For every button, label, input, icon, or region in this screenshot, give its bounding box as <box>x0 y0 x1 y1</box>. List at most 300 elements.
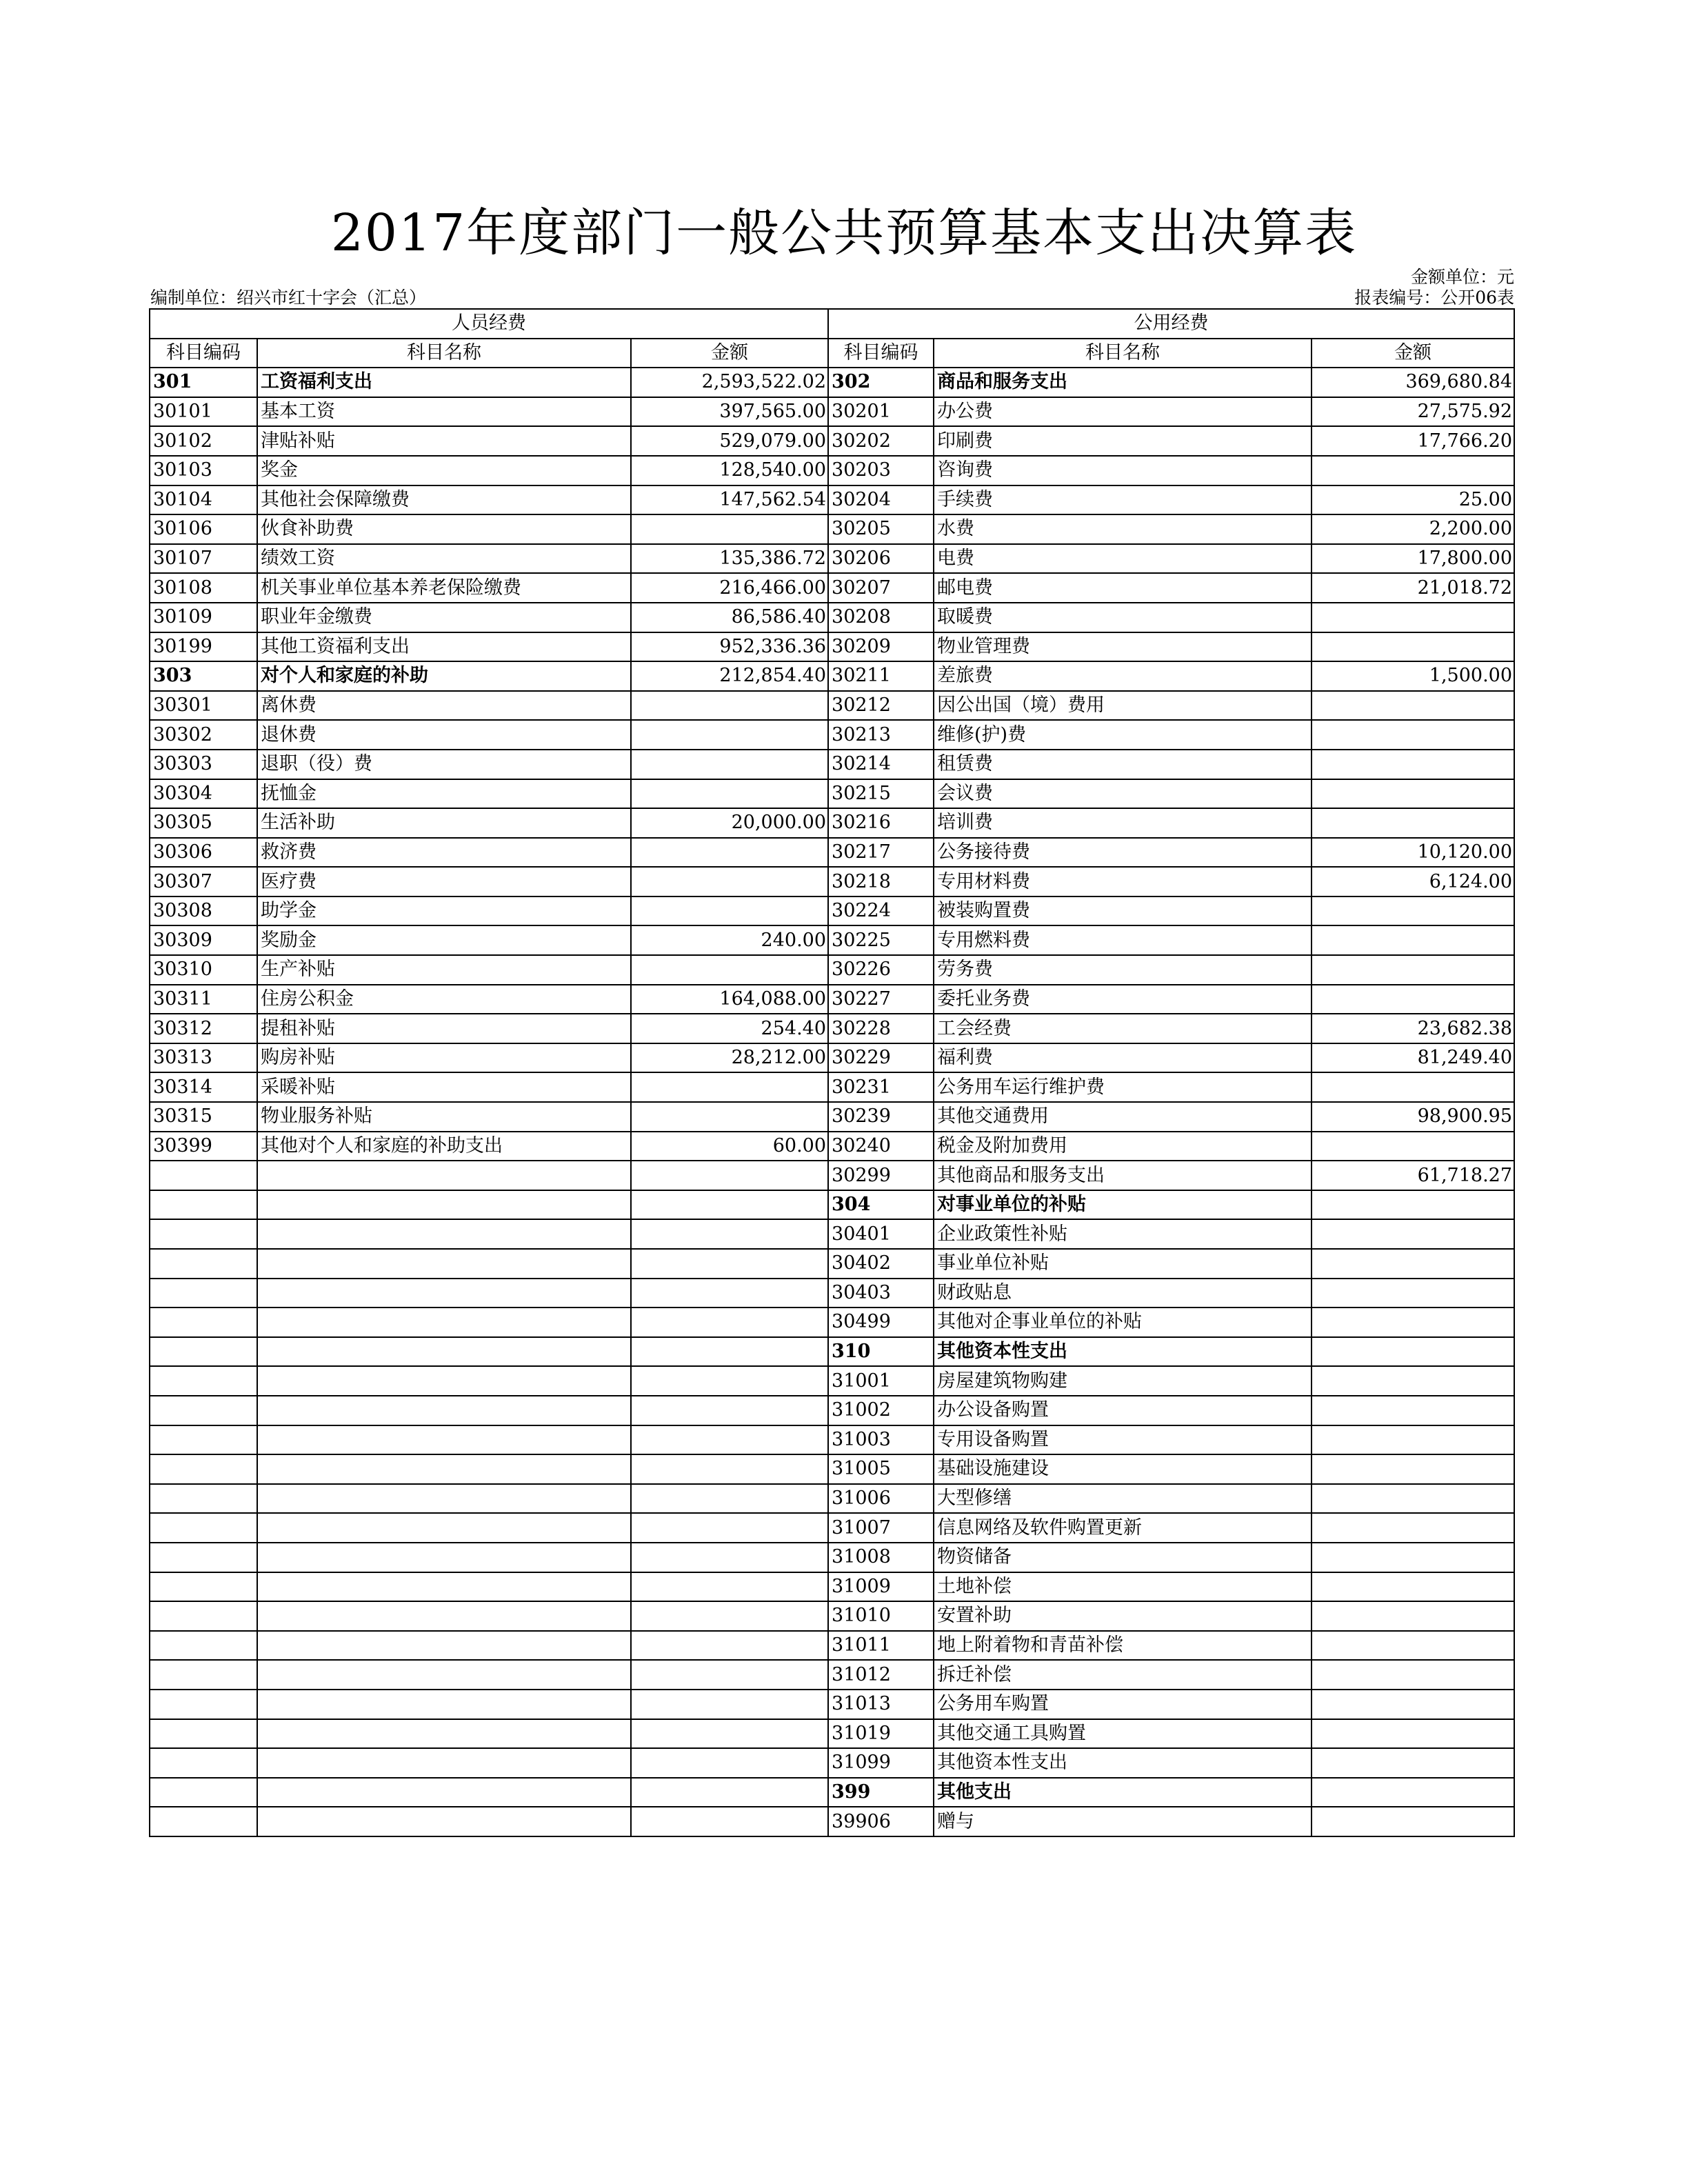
item-name: 电费 <box>934 544 1312 574</box>
item-code <box>150 1807 257 1836</box>
item-name <box>257 1219 631 1249</box>
item-amount: 147,562.54 <box>631 485 828 515</box>
item-name: 其他交通工具购置 <box>934 1719 1312 1749</box>
table-row <box>150 867 1514 896</box>
table-row <box>150 720 1514 750</box>
item-amount <box>1312 1454 1514 1484</box>
item-amount: 369,680.84 <box>1312 368 1514 397</box>
table-row <box>150 1308 1514 1337</box>
item-code <box>150 1719 257 1749</box>
table-row <box>150 1279 1514 1308</box>
item-code: 30106 <box>150 514 257 544</box>
item-amount <box>631 1161 828 1190</box>
table-row <box>150 925 1514 955</box>
item-amount <box>1312 1748 1514 1778</box>
item-amount <box>1312 1072 1514 1102</box>
item-name: 财政贴息 <box>934 1279 1312 1308</box>
table-row <box>150 1543 1514 1572</box>
item-name <box>257 1190 631 1220</box>
item-code: 31008 <box>828 1543 934 1572</box>
item-code: 30212 <box>828 691 934 721</box>
item-amount <box>1312 1513 1514 1543</box>
item-name <box>257 1719 631 1749</box>
item-code <box>150 1778 257 1807</box>
item-amount <box>631 1219 828 1249</box>
item-amount <box>1312 1366 1514 1396</box>
item-amount <box>1312 456 1514 485</box>
item-code <box>150 1337 257 1367</box>
table-row <box>150 1366 1514 1396</box>
item-amount: 98,900.95 <box>1312 1102 1514 1132</box>
item-amount: 25.00 <box>1312 485 1514 515</box>
item-name: 对个人和家庭的补助 <box>257 661 631 691</box>
item-amount: 20,000.00 <box>631 808 828 838</box>
item-amount: 128,540.00 <box>631 456 828 485</box>
item-code <box>150 1396 257 1425</box>
item-name: 邮电费 <box>934 573 1312 603</box>
item-amount: 17,766.20 <box>1312 426 1514 456</box>
item-name: 水费 <box>934 514 1312 544</box>
item-code: 30231 <box>828 1072 934 1102</box>
item-code: 30312 <box>150 1014 257 1043</box>
table-row <box>150 1719 1514 1749</box>
item-amount <box>631 867 828 896</box>
item-code: 31007 <box>828 1513 934 1543</box>
table-row <box>150 1190 1514 1220</box>
item-name: 其他对个人和家庭的补助支出 <box>257 1132 631 1161</box>
item-amount <box>631 1190 828 1220</box>
item-name: 差旅费 <box>934 661 1312 691</box>
item-code <box>150 1572 257 1602</box>
item-amount <box>631 1748 828 1778</box>
item-amount <box>631 720 828 750</box>
item-amount <box>1312 1190 1514 1220</box>
item-code: 30199 <box>150 632 257 662</box>
item-name: 大型修缮 <box>934 1484 1312 1514</box>
item-name: 抚恤金 <box>257 779 631 809</box>
item-code: 30216 <box>828 808 934 838</box>
item-code <box>150 1219 257 1249</box>
item-name: 手续费 <box>934 485 1312 515</box>
item-name <box>257 1279 631 1308</box>
item-name: 提租补贴 <box>257 1014 631 1043</box>
item-name: 培训费 <box>934 808 1312 838</box>
item-code: 31003 <box>828 1425 934 1455</box>
item-name: 办公设备购置 <box>934 1396 1312 1425</box>
item-amount <box>1312 603 1514 632</box>
item-name: 专用材料费 <box>934 867 1312 896</box>
item-code: 30403 <box>828 1279 934 1308</box>
table-row <box>150 1660 1514 1690</box>
item-code: 31019 <box>828 1719 934 1749</box>
item-name: 工资福利支出 <box>257 368 631 397</box>
item-code: 30102 <box>150 426 257 456</box>
item-amount <box>631 1337 828 1367</box>
item-code: 302 <box>828 368 934 397</box>
item-name: 奖励金 <box>257 925 631 955</box>
item-code: 30229 <box>828 1043 934 1073</box>
item-code: 31012 <box>828 1660 934 1690</box>
table-row <box>150 1807 1514 1836</box>
item-code: 30104 <box>150 485 257 515</box>
group-header-row <box>150 309 1514 339</box>
item-amount: 60.00 <box>631 1132 828 1161</box>
item-code: 31001 <box>828 1366 934 1396</box>
item-amount: 952,336.36 <box>631 632 828 662</box>
item-name: 生活补助 <box>257 808 631 838</box>
item-amount: 6,124.00 <box>1312 867 1514 896</box>
amount-unit-label: 金额单位：元 <box>1410 267 1514 287</box>
item-code: 31099 <box>828 1748 934 1778</box>
item-code <box>150 1425 257 1455</box>
table-row <box>150 1102 1514 1132</box>
item-name <box>257 1366 631 1396</box>
column-header-code: 科目编码 <box>828 339 934 368</box>
item-amount <box>1312 1425 1514 1455</box>
item-name: 物业管理费 <box>934 632 1312 662</box>
item-name: 工会经费 <box>934 1014 1312 1043</box>
item-amount <box>631 1513 828 1543</box>
item-code: 30213 <box>828 720 934 750</box>
item-amount <box>631 1719 828 1749</box>
item-name: 退休费 <box>257 720 631 750</box>
table-row <box>150 544 1514 574</box>
item-amount <box>1312 985 1514 1014</box>
item-name: 咨询费 <box>934 456 1312 485</box>
column-header-name: 科目名称 <box>257 339 631 368</box>
item-code: 30303 <box>150 750 257 779</box>
item-amount <box>1312 1807 1514 1836</box>
table-row <box>150 808 1514 838</box>
item-amount: 240.00 <box>631 925 828 955</box>
item-name: 基本工资 <box>257 397 631 427</box>
item-name <box>257 1778 631 1807</box>
table-row <box>150 1601 1514 1631</box>
item-code: 31006 <box>828 1484 934 1514</box>
item-amount <box>1312 1484 1514 1514</box>
item-name: 津贴补贴 <box>257 426 631 456</box>
item-name: 公务用车购置 <box>934 1690 1312 1719</box>
item-name <box>257 1454 631 1484</box>
item-name: 其他资本性支出 <box>934 1748 1312 1778</box>
item-name <box>257 1513 631 1543</box>
item-name: 税金及附加费用 <box>934 1132 1312 1161</box>
item-amount <box>631 955 828 985</box>
item-name: 物资储备 <box>934 1543 1312 1572</box>
item-code: 30315 <box>150 1102 257 1132</box>
item-amount: 212,854.40 <box>631 661 828 691</box>
item-amount: 17,800.00 <box>1312 544 1514 574</box>
item-amount <box>631 1102 828 1132</box>
item-amount: 61,718.27 <box>1312 1161 1514 1190</box>
item-amount <box>631 1601 828 1631</box>
item-name: 奖金 <box>257 456 631 485</box>
item-amount <box>631 1396 828 1425</box>
item-name: 机关事业单位基本养老保险缴费 <box>257 573 631 603</box>
table-row <box>150 896 1514 926</box>
item-name: 公务接待费 <box>934 838 1312 868</box>
item-code: 30310 <box>150 955 257 985</box>
item-amount: 2,593,522.02 <box>631 368 828 397</box>
item-code: 303 <box>150 661 257 691</box>
item-code: 30313 <box>150 1043 257 1073</box>
item-amount <box>1312 1249 1514 1279</box>
item-name <box>257 1308 631 1337</box>
item-code: 30307 <box>150 867 257 896</box>
item-code: 30202 <box>828 426 934 456</box>
item-name: 房屋建筑物购建 <box>934 1366 1312 1396</box>
item-code: 30299 <box>828 1161 934 1190</box>
table-row <box>150 1249 1514 1279</box>
item-amount: 164,088.00 <box>631 985 828 1014</box>
item-name: 因公出国（境）费用 <box>934 691 1312 721</box>
item-name: 取暖费 <box>934 603 1312 632</box>
item-name <box>257 1572 631 1602</box>
item-code: 30304 <box>150 779 257 809</box>
item-name: 租赁费 <box>934 750 1312 779</box>
item-amount: 27,575.92 <box>1312 397 1514 427</box>
item-name <box>257 1601 631 1631</box>
item-amount <box>1312 1631 1514 1661</box>
item-name: 住房公积金 <box>257 985 631 1014</box>
item-code: 30107 <box>150 544 257 574</box>
item-name: 拆迁补偿 <box>934 1660 1312 1690</box>
item-amount <box>631 1690 828 1719</box>
item-amount: 2,200.00 <box>1312 514 1514 544</box>
item-code <box>150 1190 257 1220</box>
item-name: 企业政策性补贴 <box>934 1219 1312 1249</box>
item-code: 30103 <box>150 456 257 485</box>
item-name: 福利费 <box>934 1043 1312 1073</box>
table-row <box>150 838 1514 868</box>
item-code: 30402 <box>828 1249 934 1279</box>
item-code <box>150 1161 257 1190</box>
item-name: 购房补贴 <box>257 1043 631 1073</box>
item-name <box>257 1543 631 1572</box>
table-row <box>150 691 1514 721</box>
column-header-amount: 金额 <box>1312 339 1514 368</box>
item-code <box>150 1249 257 1279</box>
item-code: 30226 <box>828 955 934 985</box>
item-code: 30309 <box>150 925 257 955</box>
item-amount <box>631 1279 828 1308</box>
item-code: 30225 <box>828 925 934 955</box>
item-code: 30308 <box>150 896 257 926</box>
item-name <box>257 1337 631 1367</box>
item-amount <box>631 750 828 779</box>
item-name: 劳务费 <box>934 955 1312 985</box>
item-name: 其他交通费用 <box>934 1102 1312 1132</box>
item-amount <box>631 1631 828 1661</box>
item-code: 30228 <box>828 1014 934 1043</box>
column-header-name: 科目名称 <box>934 339 1312 368</box>
table-row <box>150 750 1514 779</box>
item-amount <box>1312 1132 1514 1161</box>
item-code: 30305 <box>150 808 257 838</box>
item-name: 会议费 <box>934 779 1312 809</box>
table-body <box>150 368 1514 1836</box>
table-row <box>150 1513 1514 1543</box>
item-name: 对事业单位的补贴 <box>934 1190 1312 1220</box>
item-amount <box>1312 750 1514 779</box>
item-code: 31002 <box>828 1396 934 1425</box>
item-amount <box>631 1366 828 1396</box>
table-row <box>150 1484 1514 1514</box>
item-amount: 397,565.00 <box>631 397 828 427</box>
item-code: 30109 <box>150 603 257 632</box>
item-name <box>257 1161 631 1190</box>
budget-expenditure-table <box>149 308 1515 1837</box>
item-amount <box>631 1425 828 1455</box>
table-row <box>150 397 1514 427</box>
item-amount <box>631 1807 828 1836</box>
table-row <box>150 1778 1514 1807</box>
item-amount <box>1312 632 1514 662</box>
table-row <box>150 779 1514 809</box>
item-code: 30227 <box>828 985 934 1014</box>
item-code <box>150 1366 257 1396</box>
item-name: 委托业务费 <box>934 985 1312 1014</box>
item-amount <box>1312 896 1514 926</box>
item-amount <box>1312 1337 1514 1367</box>
item-amount <box>1312 808 1514 838</box>
table-row <box>150 456 1514 485</box>
item-amount <box>1312 1719 1514 1749</box>
item-amount <box>631 896 828 926</box>
item-name: 离休费 <box>257 691 631 721</box>
item-amount: 28,212.00 <box>631 1043 828 1073</box>
item-code: 30311 <box>150 985 257 1014</box>
item-name <box>257 1807 631 1836</box>
item-name: 办公费 <box>934 397 1312 427</box>
item-name: 救济费 <box>257 838 631 868</box>
item-code <box>150 1513 257 1543</box>
item-name: 医疗费 <box>257 867 631 896</box>
item-amount <box>1312 720 1514 750</box>
item-name: 地上附着物和青苗补偿 <box>934 1631 1312 1661</box>
item-amount <box>631 1484 828 1514</box>
item-name: 安置补助 <box>934 1601 1312 1631</box>
item-code: 304 <box>828 1190 934 1220</box>
table-row <box>150 661 1514 691</box>
item-code <box>150 1279 257 1308</box>
item-amount <box>631 1543 828 1572</box>
table-row <box>150 1425 1514 1455</box>
item-amount <box>1312 1543 1514 1572</box>
item-name: 采暖补贴 <box>257 1072 631 1102</box>
table-row <box>150 1014 1514 1043</box>
item-name <box>257 1249 631 1279</box>
item-code: 30201 <box>828 397 934 427</box>
item-amount <box>631 1572 828 1602</box>
item-amount: 529,079.00 <box>631 426 828 456</box>
item-code: 310 <box>828 1337 934 1367</box>
item-name: 其他对企事业单位的补贴 <box>934 1308 1312 1337</box>
item-amount <box>1312 779 1514 809</box>
item-code: 30208 <box>828 603 934 632</box>
item-code <box>150 1690 257 1719</box>
item-code: 30108 <box>150 573 257 603</box>
item-amount <box>631 1660 828 1690</box>
item-code: 30203 <box>828 456 934 485</box>
item-code: 30214 <box>828 750 934 779</box>
item-code <box>150 1631 257 1661</box>
item-amount <box>1312 1660 1514 1690</box>
item-amount: 23,682.38 <box>1312 1014 1514 1043</box>
column-header-amount: 金额 <box>631 339 828 368</box>
item-code: 30101 <box>150 397 257 427</box>
item-amount: 135,386.72 <box>631 544 828 574</box>
item-code: 30239 <box>828 1102 934 1132</box>
table-row <box>150 603 1514 632</box>
item-code: 31010 <box>828 1601 934 1631</box>
item-name: 信息网络及软件购置更新 <box>934 1513 1312 1543</box>
item-amount <box>631 1072 828 1102</box>
item-code: 31011 <box>828 1631 934 1661</box>
item-name: 其他资本性支出 <box>934 1337 1312 1367</box>
item-code: 30211 <box>828 661 934 691</box>
table-row <box>150 1396 1514 1425</box>
item-amount <box>1312 1308 1514 1337</box>
item-name: 土地补偿 <box>934 1572 1312 1602</box>
item-code: 30314 <box>150 1072 257 1102</box>
item-code <box>150 1660 257 1690</box>
table-row <box>150 1219 1514 1249</box>
item-code: 301 <box>150 368 257 397</box>
item-amount: 81,249.40 <box>1312 1043 1514 1073</box>
item-amount <box>1312 1690 1514 1719</box>
item-name: 印刷费 <box>934 426 1312 456</box>
item-amount <box>631 838 828 868</box>
item-amount <box>1312 1572 1514 1602</box>
item-amount: 21,018.72 <box>1312 573 1514 603</box>
table-row <box>150 1631 1514 1661</box>
item-code <box>150 1601 257 1631</box>
item-amount: 216,466.00 <box>631 573 828 603</box>
item-code: 399 <box>828 1778 934 1807</box>
compiling-unit-label: 编制单位：绍兴市红十字会（汇总） <box>150 288 427 308</box>
item-name: 基础设施建设 <box>934 1454 1312 1484</box>
item-name: 专用燃料费 <box>934 925 1312 955</box>
item-code <box>150 1484 257 1514</box>
table-row <box>150 573 1514 603</box>
item-code: 30224 <box>828 896 934 926</box>
item-code: 30209 <box>828 632 934 662</box>
item-code: 30217 <box>828 838 934 868</box>
table-row <box>150 1454 1514 1484</box>
item-code: 30204 <box>828 485 934 515</box>
item-code: 31005 <box>828 1454 934 1484</box>
item-amount <box>631 1778 828 1807</box>
item-code: 30207 <box>828 573 934 603</box>
item-name: 其他工资福利支出 <box>257 632 631 662</box>
table-row <box>150 1072 1514 1102</box>
item-name: 其他商品和服务支出 <box>934 1161 1312 1190</box>
item-amount <box>1312 925 1514 955</box>
item-amount <box>631 1308 828 1337</box>
table-row <box>150 632 1514 662</box>
item-name: 赠与 <box>934 1807 1312 1836</box>
item-code: 30306 <box>150 838 257 868</box>
item-code <box>150 1543 257 1572</box>
item-amount <box>1312 1396 1514 1425</box>
table-row <box>150 1748 1514 1778</box>
item-name: 退职（役）费 <box>257 750 631 779</box>
item-name: 伙食补助费 <box>257 514 631 544</box>
item-code: 30206 <box>828 544 934 574</box>
table-row <box>150 1690 1514 1719</box>
item-name: 维修(护)费 <box>934 720 1312 750</box>
